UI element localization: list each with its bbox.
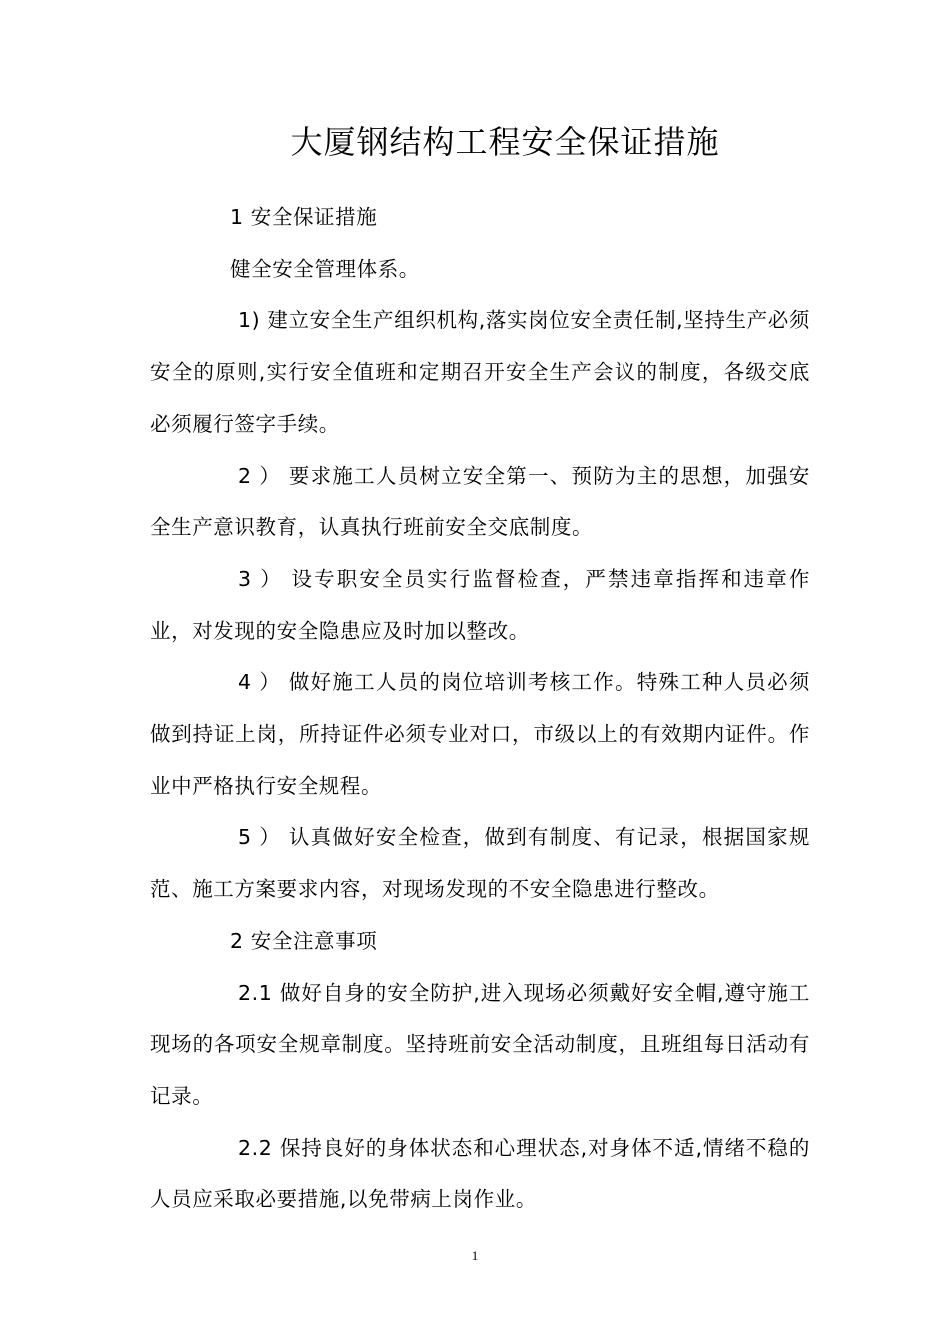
- section-1-intro: 健全安全管理体系。: [230, 256, 420, 281]
- section-1-item-5: 5 ） 认真做好安全检查，做到有制度、有记录，根据国家规范、施工方案要求内容，对现场发现的不安全隐患进行整改。: [150, 825, 810, 902]
- document-body: [150, 192, 810, 1226]
- page-number: 1: [471, 1248, 479, 1263]
- document-title: 大厦钢结构工程安全保证措施: [290, 123, 720, 161]
- section-1-item-1: 1) 建立安全生产组织机构,落实岗位安全责任制,坚持生产必须安全的原则,实行安全值班和定期召开安全生产会议的制度，各级交底必须履行签字手续。: [150, 308, 810, 436]
- section-1-item-4: 4 ） 做好施工人员的岗位培训考核工作。特殊工种人员必须做到持证上岗，所持证件必须专业对口，市级以上的有效期内证件。作业中严格执行安全规程。: [150, 670, 810, 798]
- section-2-item-2: 2.2 保持良好的身体状态和心理状态,对身体不适,情绪不稳的人员应采取必要措施,以免带病上岗作业。: [150, 1135, 810, 1212]
- section-2-item-1: 2.1 做好自身的安全防护,进入现场必须戴好安全帽,遵守施工现场的各项安全规章制度。坚持班前安全活动制度，且班组每日活动有记录。: [150, 980, 810, 1108]
- section-1-item-2: 2 ） 要求施工人员树立安全第一、预防为主的思想，加强安全生产意识教育，认真执行班前安全交底制度。: [150, 463, 810, 540]
- section-1-heading: 1 安全保证措施: [230, 205, 378, 229]
- section-1-item-3: 3 ） 设专职安全员实行监督检查，严禁违章指挥和违章作业，对发现的安全隐患应及时加以整改。: [150, 566, 810, 643]
- section-2-heading: 2 安全注意事项: [230, 928, 378, 953]
